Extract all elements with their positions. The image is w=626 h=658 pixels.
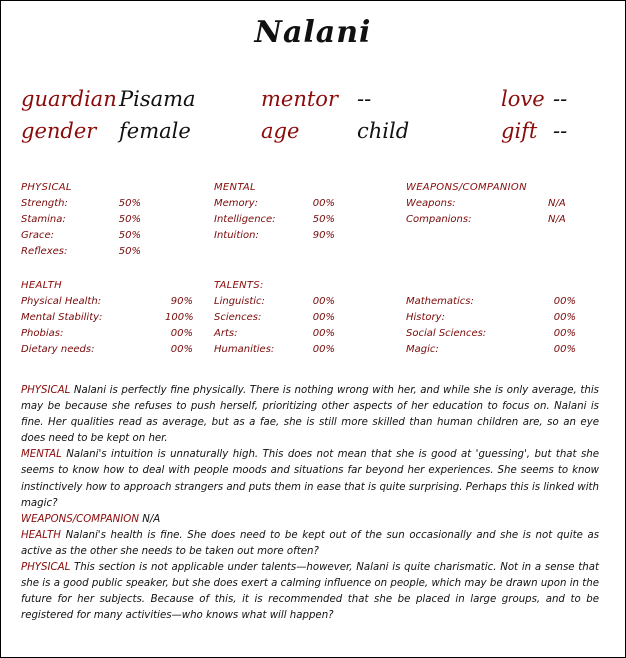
talents-section (214, 278, 339, 358)
gift-label: gift (501, 119, 538, 143)
stat-row (406, 326, 578, 342)
physical-section (21, 180, 145, 260)
stat-row (406, 196, 581, 212)
talents-section-2 (406, 278, 578, 358)
health-heading: HEALTH (21, 280, 62, 291)
stat-value: 50% (118, 214, 141, 225)
guardian-value: Pisama (119, 87, 196, 111)
stat-value: 00% (553, 296, 576, 307)
health-section (21, 278, 197, 358)
stat-key: Strength: (21, 198, 68, 209)
description-tag: PHYSICAL (21, 385, 71, 396)
stat-key: Linguistic: (214, 296, 265, 307)
age-label: age (261, 119, 300, 143)
description-text: Nalani's health is fine. She does need to be kept out of the sun occasionally and she is not quite as active as the other she needs to be taken out more often? (21, 529, 600, 557)
stat-row (21, 212, 145, 228)
description-paragraph (21, 528, 599, 560)
age-value: child (357, 119, 410, 143)
stat-value: 50% (118, 230, 141, 241)
weapons-section (406, 180, 581, 228)
description-text: Nalani's intuition is unnaturally high. This does not mean that she is good at 'guessing', but that she seems to know how to deal with people moods and situations far beyond her experiences. She seems to know instinctively how to approach strangers and puts them in ease that is quite surprising. Perhaps this is linked with magic? (21, 449, 599, 509)
physical-heading: PHYSICAL (21, 182, 72, 193)
mental-section (214, 180, 339, 244)
stat-row (406, 310, 578, 326)
stat-key: Stamina: (21, 214, 66, 225)
description-text: Nalani is perfectly fine physically. There is nothing wrong with her, and while she is only average, this may be because she refuses to push herself, prioritizing other aspects of her education to focus on. Nalani is fine. Her qualities read as average, but as a fae, she is still more skilled than human children are, so an eye does need to be kept on her. (21, 385, 599, 445)
gender-value: female (119, 119, 191, 143)
stat-key: Phobias: (21, 328, 64, 339)
stat-value: 00% (553, 344, 576, 355)
stat-value: 50% (118, 198, 141, 209)
stat-value: 50% (118, 246, 141, 257)
stat-value: 00% (312, 198, 335, 209)
stat-row (214, 310, 339, 326)
stat-row (21, 294, 197, 310)
stat-row (21, 342, 197, 358)
stat-value: 00% (312, 312, 335, 323)
stat-value: 00% (312, 344, 335, 355)
stat-row (406, 212, 581, 228)
gender-label: gender (21, 119, 97, 143)
stat-value: 00% (170, 328, 193, 339)
stat-value: 100% (165, 312, 194, 323)
description-tag: MENTAL (21, 449, 62, 461)
mental-heading: MENTAL (214, 182, 256, 193)
description-tag: PHYSICAL (21, 562, 71, 574)
gift-value: -- (553, 119, 568, 143)
stat-key: Physical Health: (21, 296, 102, 307)
stat-key: Mental Stability: (21, 312, 103, 323)
stat-row (214, 294, 339, 310)
description-block (21, 383, 599, 624)
stat-row (21, 228, 145, 244)
guardian-label: guardian (21, 87, 117, 111)
stat-key: Intelligence: (214, 214, 276, 225)
description-paragraph (21, 512, 599, 528)
stat-key: Dietary needs: (21, 344, 95, 355)
love-value: -- (553, 87, 568, 111)
description-text: This section is not applicable under talents—however, Nalani is quite charismatic. Not in a sense that she is a good public speaker, but she does exert a calming influence on people, which may be drawn upon in the future for her subjects. Because of this, it is recommended that she be placed in large groups, and to be registered for many activities—who knows what will happen? (21, 562, 599, 622)
description-text: N/A (142, 513, 161, 525)
stat-value: 00% (553, 312, 576, 323)
stat-row (214, 326, 339, 342)
stat-row (214, 228, 339, 244)
love-label: love (501, 87, 545, 111)
description-paragraph (21, 560, 599, 624)
stat-key: Companions: (406, 214, 472, 225)
stat-key: Humanities: (214, 344, 275, 355)
talents-heading: TALENTS: (214, 280, 264, 291)
stat-row (214, 196, 339, 212)
description-tag: WEAPONS/COMPANION (21, 513, 139, 525)
stat-row (21, 196, 145, 212)
stat-key: Memory: (214, 198, 259, 209)
stat-value: 00% (312, 328, 335, 339)
stat-key: Intuition: (214, 230, 259, 241)
stat-row (214, 342, 339, 358)
description-paragraph (21, 383, 599, 447)
stat-row (21, 310, 197, 326)
description-tag: HEALTH (21, 529, 61, 541)
stat-value: N/A (548, 214, 566, 225)
stat-value: 90% (312, 230, 335, 241)
page-title: Nalani (254, 15, 372, 50)
stat-key: Mathematics: (406, 296, 474, 307)
stat-key: Social Sciences: (406, 328, 487, 339)
description-paragraph (21, 447, 599, 511)
stat-row (214, 212, 339, 228)
stat-key: Arts: (214, 328, 238, 339)
mentor-value: -- (357, 87, 372, 111)
stat-value: N/A (548, 198, 566, 209)
stat-key: Sciences: (214, 312, 262, 323)
stat-key: History: (406, 312, 445, 323)
stat-key: Magic: (406, 344, 439, 355)
stat-value: 90% (170, 296, 193, 307)
stat-key: Weapons: (406, 198, 456, 209)
mentor-label: mentor (261, 87, 338, 111)
stat-value: 00% (170, 344, 193, 355)
stat-key: Reflexes: (21, 246, 68, 257)
stat-row (406, 294, 578, 310)
weapons-heading: WEAPONS/COMPANION (406, 182, 527, 193)
stat-value: 50% (312, 214, 335, 225)
stat-row (21, 326, 197, 342)
stat-value: 00% (553, 328, 576, 339)
stat-row (21, 244, 145, 260)
stat-key: Grace: (21, 230, 55, 241)
stat-value: 00% (312, 296, 335, 307)
stat-row (406, 342, 578, 358)
